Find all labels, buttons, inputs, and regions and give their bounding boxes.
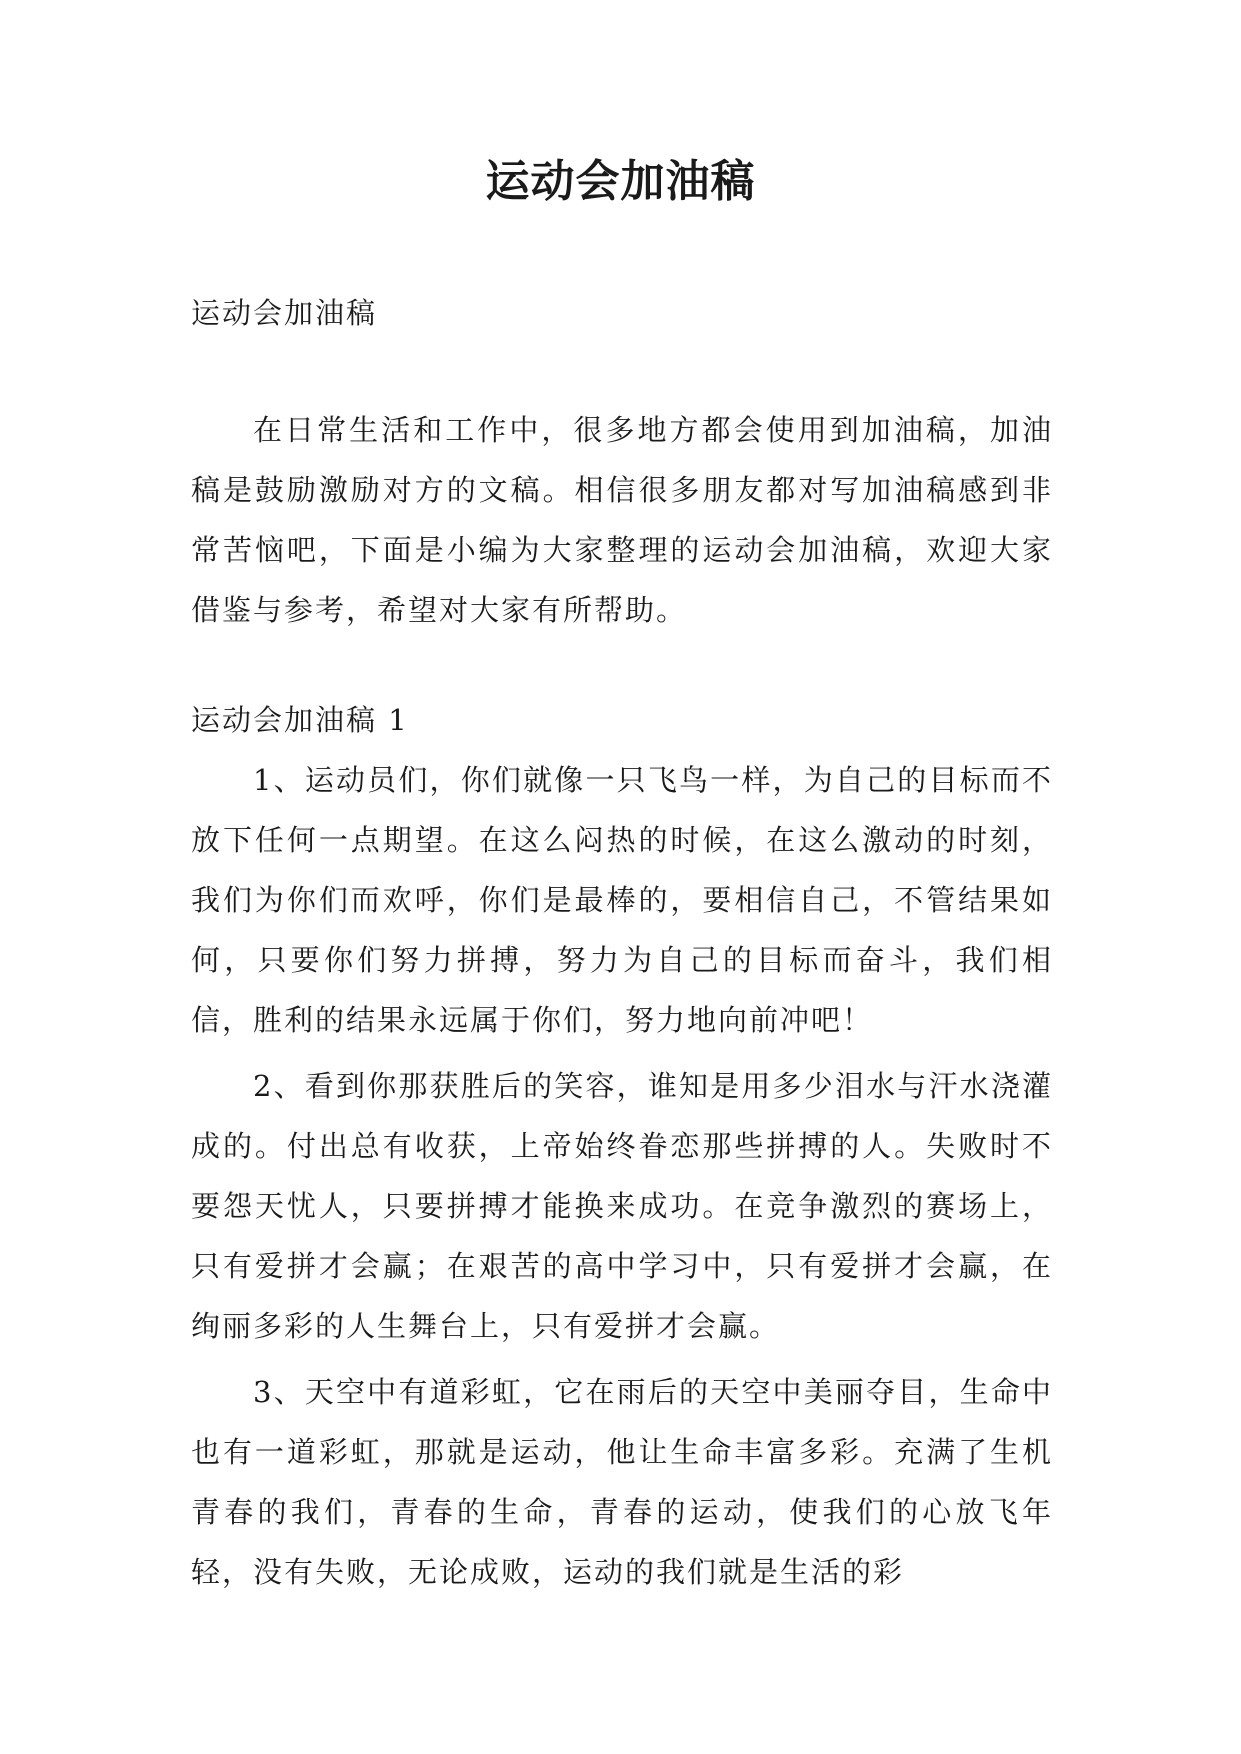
cheer-item-2: 2、看到你那获胜后的笑容，谁知是用多少泪水与汗水浇灌成的。付出总有收获，上帝始终眷恋那些拼搏的人。失败时不要怨天忧人，只要拼搏才能换来成功。在竞争激烈的赛场上，只有爱拼才会赢；在艰苦的高中学习中，只有爱拼才会赢，在绚丽多彩的人生舞台上，只有爱拼才会赢。 <box>191 1069 1053 1343</box>
document-subtitle: 运动会加油稿 <box>191 296 378 330</box>
intro-paragraph: 在日常生活和工作中，很多地方都会使用到加油稿，加油稿是鼓励激励对方的文稿。相信很多朋友都对写加油稿感到非常苦恼吧，下面是小编为大家整理的运动会加油稿，欢迎大家借鉴与参考，希望对大家有所帮助。 <box>191 413 1053 627</box>
document-title: 运动会加油稿 <box>485 156 756 207</box>
cheer-item-3: 3、天空中有道彩虹，它在雨后的天空中美丽夺目，生命中也有一道彩虹，那就是运动，他让生命丰富多彩。充满了生机青春的我们，青春的生命，青春的运动，使我们的心放飞年轻，没有失败，无论成败，运动的我们就是生活的彩 <box>191 1375 1053 1589</box>
section-heading: 运动会加油稿 1 <box>191 703 409 737</box>
cheer-list <box>191 750 1053 1608</box>
cheer-item-1: 1、运动员们，你们就像一只飞鸟一样，为自己的目标而不放下任何一点期望。在这么闷热的时候，在这么激动的时刻，我们为你们而欢呼，你们是最棒的，要相信自己，不管结果如何，只要你们努力拼搏，努力为自己的目标而奋斗，我们相信，胜利的结果永远属于你们，努力地向前冲吧！ <box>191 763 1053 1037</box>
